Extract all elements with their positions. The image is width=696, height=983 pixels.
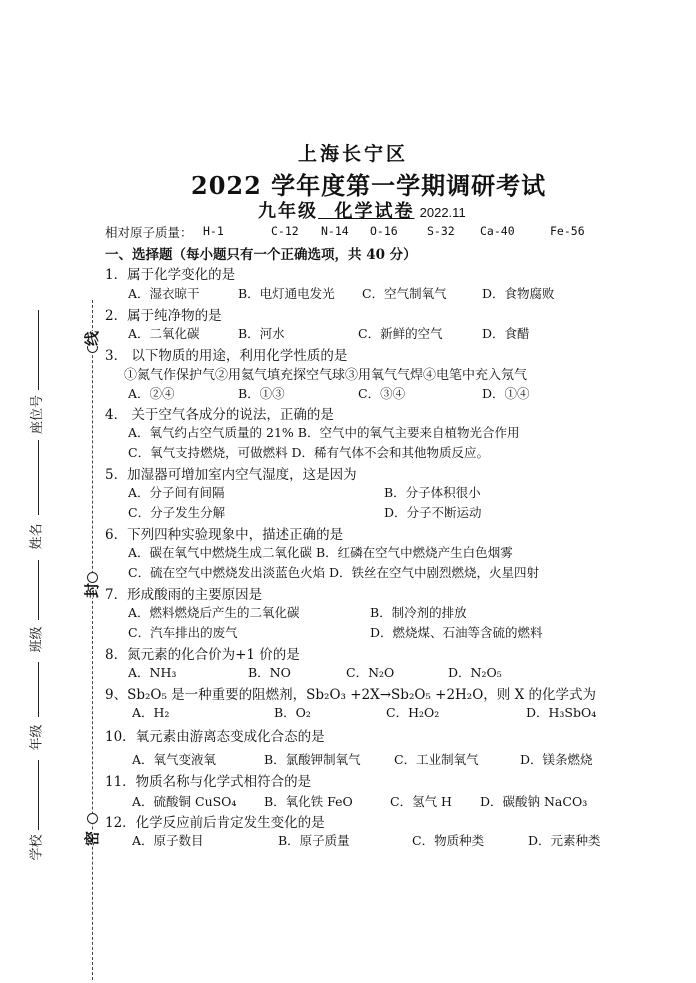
option-line[interactable]: C．氧气支持燃烧，可做燃料 D．稀有气体不会和其他物质反应。	[128, 445, 490, 460]
option-d[interactable]: D．燃烧煤、石油等含硫的燃料	[370, 625, 543, 640]
atomic-mass-item: S-32	[427, 224, 455, 238]
option-d[interactable]: D．元素种类	[528, 833, 601, 848]
option-b[interactable]: B．氯酸钾制氧气	[264, 752, 361, 767]
question-stem: 6．下列四种实验现象中，描述正确的是	[105, 527, 344, 543]
option-c[interactable]: C．汽车排出的废气	[128, 625, 238, 640]
question-stem: 12．化学反应前后肯定发生变化的是	[105, 815, 325, 831]
option-a[interactable]: A．H₂	[132, 705, 170, 720]
option-b[interactable]: B．NO	[248, 665, 291, 680]
seal-mi: 密	[83, 830, 102, 847]
option-a[interactable]: A．湿衣晾干	[128, 286, 200, 301]
option-b[interactable]: B．①③	[238, 386, 285, 401]
question-stem: 9、Sb₂O₅ 是一种重要的阻燃剂，Sb₂O₃ +2X→Sb₂O₅ +2H₂O，则 X 的化学式为	[105, 687, 596, 703]
sidebar-name-label: 姓名	[29, 523, 45, 550]
option-a[interactable]: A．原子数目	[132, 833, 204, 848]
grade-field[interactable]	[38, 662, 39, 717]
atomic-masses	[105, 223, 193, 241]
option-b[interactable]: B．分子体积很小	[384, 485, 481, 500]
seal-xian: 线	[83, 330, 102, 347]
question-stem: 7．形成酸雨的主要原因是	[105, 587, 263, 603]
option-c[interactable]: C．工业制氧气	[394, 752, 479, 767]
option-c[interactable]: C．空气制氧气	[362, 286, 447, 301]
atomic-mass-item: H-1	[203, 224, 224, 238]
option-c[interactable]: C．分子发生分解	[128, 505, 226, 520]
district-title: 上海长宁区	[298, 143, 409, 165]
option-c[interactable]: C．③④	[358, 386, 406, 401]
binding-circle-bottom	[87, 813, 98, 824]
option-c[interactable]: C．N₂O	[346, 665, 395, 680]
class-field[interactable]	[38, 560, 39, 620]
option-a[interactable]: A．分子间有间隔	[128, 485, 225, 500]
question-stem: 8．氮元素的化合价为+1 价的是	[105, 647, 300, 663]
atomic-mass-item: Fe-56	[550, 224, 585, 238]
seal-feng: 封	[83, 582, 102, 599]
question-stem: 10．氧元素由游离态变成化合态的是	[105, 729, 325, 745]
subject-label: 化学试卷	[334, 201, 415, 222]
section-title: 一、选择题（每小题只有一个正确选项，共 40 分）	[105, 247, 417, 263]
option-c[interactable]: C．H₂O₂	[386, 705, 440, 720]
option-a[interactable]: A．燃料燃烧后产生的二氧化碳	[128, 605, 300, 620]
option-a[interactable]: A．②④	[128, 386, 175, 401]
sidebar-grade-label: 年级	[29, 724, 45, 751]
atomic-mass-item: Ca-40	[480, 224, 515, 238]
option-b[interactable]: B．原子质量	[278, 833, 350, 848]
question-stem: 11．物质名称与化学式相符合的是	[105, 774, 312, 790]
option-a[interactable]: A．氧气变液氧	[132, 752, 217, 767]
seat-field[interactable]	[38, 310, 39, 390]
option-a[interactable]: A．二氧化碳	[128, 326, 200, 341]
option-d[interactable]: D．镁条燃烧	[520, 752, 593, 767]
option-c[interactable]: C．氢气 H	[390, 794, 452, 809]
option-d[interactable]: D．食醋	[482, 326, 530, 341]
option-line[interactable]: A．氧气约占空气质量的 21% B．空气中的氧气主要来自植物光合作用	[128, 425, 520, 440]
atomic-mass-item: N-14	[321, 224, 349, 238]
option-d[interactable]: D．碳酸钠 NaCO₃	[480, 794, 588, 809]
sidebar-school-label: 学校	[29, 834, 45, 861]
atomic-masses-label: 相对原子质量：	[105, 225, 193, 240]
option-b[interactable]: B．电灯通电发光	[238, 286, 335, 301]
option-b[interactable]: B．O₂	[274, 705, 311, 720]
binding-line	[92, 300, 93, 980]
exam-date: 2022.11	[419, 205, 466, 220]
option-c[interactable]: C．物质种类	[412, 833, 485, 848]
question-stem: 1．属于化学变化的是	[105, 267, 236, 283]
option-d[interactable]: D．H₃SbO₄	[526, 705, 597, 720]
school-field[interactable]	[38, 760, 39, 830]
option-b[interactable]: B．制冷剂的排放	[370, 605, 467, 620]
option-d[interactable]: D．分子不断运动	[384, 505, 482, 520]
atomic-mass-item: O-16	[370, 224, 398, 238]
option-d[interactable]: D．食物腐败	[482, 286, 555, 301]
option-line[interactable]: A．碳在氧气中燃烧生成二氧化碳 B．红磷在空气中燃烧产生白色烟雾	[128, 545, 513, 560]
question-stem: 2．属于纯净物的是	[105, 308, 222, 324]
option-a[interactable]: A．硫酸铜 CuSO₄	[132, 794, 237, 809]
option-b[interactable]: B．氧化铁 FeO	[264, 794, 353, 809]
question-sub: ①氮气作保护气②用氦气填充探空气球③用氧气气焊④电笔中充入氖气	[124, 368, 528, 383]
option-d[interactable]: D．N₂O₅	[448, 665, 502, 680]
option-d[interactable]: D．①④	[482, 386, 530, 401]
question-stem: 4． 关于空气各成分的说法，正确的是	[105, 407, 334, 423]
sidebar-class-label: 班级	[29, 626, 45, 653]
sidebar-seat-label: 座位号	[30, 394, 46, 435]
question-stem: 5．加湿器可增加室内空气湿度，这是因为	[105, 467, 357, 483]
option-line[interactable]: C．硫在空气中燃烧发出淡蓝色火焰 D．铁丝在空气中剧烈燃烧，火星四射	[128, 565, 540, 580]
subtitle	[258, 197, 466, 223]
question-stem: 3． 以下物质的用途，利用化学性质的是	[105, 348, 348, 364]
option-c[interactable]: C．新鲜的空气	[358, 326, 443, 341]
option-a[interactable]: A．NH₃	[128, 665, 177, 680]
name-field[interactable]	[38, 440, 39, 515]
grade-label: 九年级	[258, 201, 318, 222]
exam-title: 2022 学年度第一学期调研考试	[191, 171, 547, 200]
option-b[interactable]: B．河水	[238, 326, 285, 341]
binding-circle-middle	[87, 572, 98, 583]
atomic-mass-item: C-12	[271, 224, 299, 238]
